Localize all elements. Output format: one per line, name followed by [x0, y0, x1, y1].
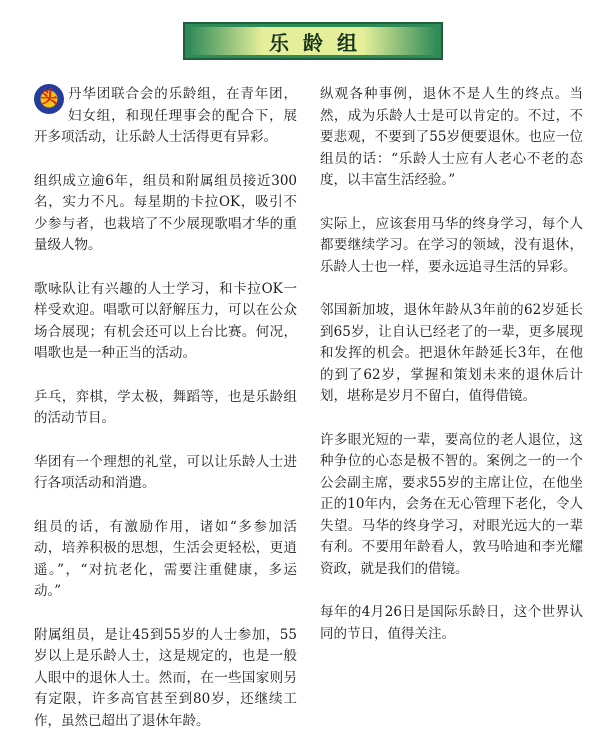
paragraph: 组织成立逾6年，组员和附属组员接近300名，实力不凡。每星期的卡拉OK，吸引不少参与者，也栽培了不少展现歌唱才华的重量级人物。 [34, 172, 297, 253]
logo-glyph: 头 [40, 88, 58, 109]
paragraph: 组员的话，有激励作用，诸如“多参加活动，培养积极的思想，生活会更轻松，更逍遥。”，“对抗老化，需要注重健康，多运动。” [34, 518, 297, 599]
right-column [320, 84, 583, 667]
paragraph [34, 84, 297, 149]
paragraph: 许多眼光短的一辈，要高位的老人退位，这种争位的心态是极不智的。案例之一的一个公会副主席，要求55岁的主席让位，在他坐正的10年内，会务在无心管理下老化，令人失望。马华的终身学习，对眼光远大的一辈有利。不要用年龄看人，敦马哈迪和李光耀资政，就是我们的借镜。 [320, 431, 583, 577]
paragraph: 实际上，应该套用马华的终身学习，每个人都要继续学习。在学习的领域，没有退休，乐龄人士也一样，要永远追寻生活的异彩。 [320, 215, 583, 275]
paragraph: 纵观各种事例，退休不是人生的终点。当然，成为乐龄人士是可以肯定的。不过，不要悲观，不要到了55岁便要退休。也应一位组员的话：“乐龄人士应有人老心不老的态度，以丰富生活经验。” [320, 86, 583, 188]
title-banner-inner [188, 27, 438, 55]
paragraph-text: 丹华团联合会的乐龄组，在青年团，妇女组，和现任理事会的配合下，展开多项活动，让乐龄人士活得更有异彩。 [34, 86, 297, 145]
title-banner [183, 22, 443, 60]
paragraph: 邻国新加坡，退休年龄从3年前的62岁延长到65岁，让自认已经老了的一辈，更多展现和发挥的机会。把退休年龄延长3年，在他的到了62岁，掌握和策划未来的退休后计划，堪称是岁月不留白，值得借镜。 [320, 302, 583, 404]
paragraph: 华团有一个理想的礼堂，可以让乐龄人士进行各项活动和消遣。 [34, 453, 297, 491]
paragraph: 乒乓，弈棋，学太极，舞蹈等，也是乐龄组的活动节目。 [34, 388, 297, 426]
paragraph: 附属组员，是让45到55岁的人士参加，55岁以上是乐龄人士，这是规定的，也是一般人眼中的退休人士。然而，在一些国家则另有定限，许多高官甚至到80岁，还继续工作，虽然已超出了退休年龄。 [34, 626, 297, 729]
left-column [34, 84, 297, 754]
paragraph: 歌咏队让有兴趣的人士学习，和卡拉OK一样受欢迎。唱歌可以舒解压力，可以在公众场合展现；有机会还可以上台比赛。何况，唱歌也是一种正当的活动。 [34, 280, 297, 361]
page-title: 乐龄组 [269, 30, 371, 55]
youth-league-logo-icon [34, 84, 64, 114]
paragraph: 每年的4月26日是国际乐龄日，这个世界认同的节日，值得关注。 [320, 604, 583, 642]
